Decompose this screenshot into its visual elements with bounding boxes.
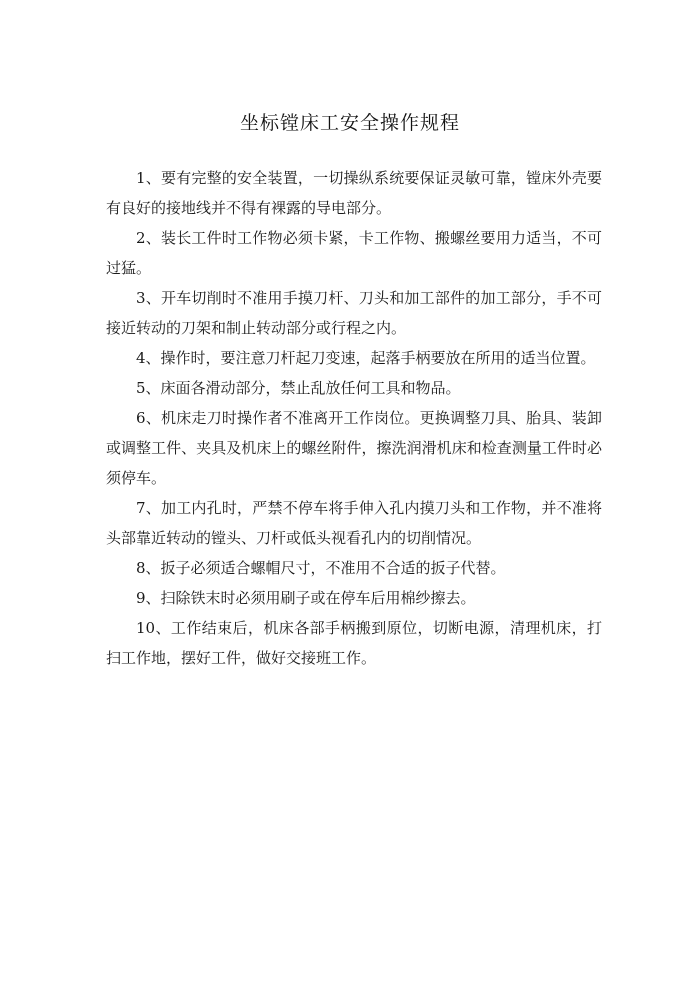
rule-item: 3、开车切削时不准用手摸刀杆、刀头和加工部件的加工部分，手不可接近转动的刀架和制止转动部分或行程之内。	[106, 289, 602, 337]
rule-item: 1、要有完整的安全装置，一切操纵系统要保证灵敏可靠，镗床外壳要有良好的接地线并不得有裸露的导电部分。	[106, 169, 602, 217]
rule-item: 4、操作时，要注意刀杆起刀变速，起落手柄要放在所用的适当位置。	[136, 349, 596, 367]
document-title: 坐标镗床工安全操作规程	[239, 112, 460, 134]
rule-item: 9、扫除铁末时必须用刷子或在停车后用棉纱擦去。	[136, 589, 476, 607]
rules-list	[106, 163, 602, 673]
rule-item: 8、扳子必须适合螺帽尺寸，不准用不合适的扳子代替。	[136, 559, 506, 577]
rule-item: 6、机床走刀时操作者不准离开工作岗位。更换调整刀具、胎具、装卸或调整工件、夹具及机床上的螺丝附件，擦洗润滑机床和检查测量工件时必须停车。	[106, 409, 602, 487]
rule-item: 5、床面各滑动部分，禁止乱放任何工具和物品。	[136, 379, 461, 397]
rule-item: 7、加工内孔时，严禁不停车将手伸入孔内摸刀头和工作物，并不准将头部靠近转动的镗头、刀杆或低头视看孔内的切削情况。	[106, 499, 602, 547]
rule-item: 10、工作结束后，机床各部手柄搬到原位，切断电源，清理机床，打扫工作地，摆好工件，做好交接班工作。	[106, 619, 602, 667]
rule-item: 2、装长工件时工作物必须卡紧，卡工作物、搬螺丝要用力适当，不可过猛。	[106, 229, 602, 277]
